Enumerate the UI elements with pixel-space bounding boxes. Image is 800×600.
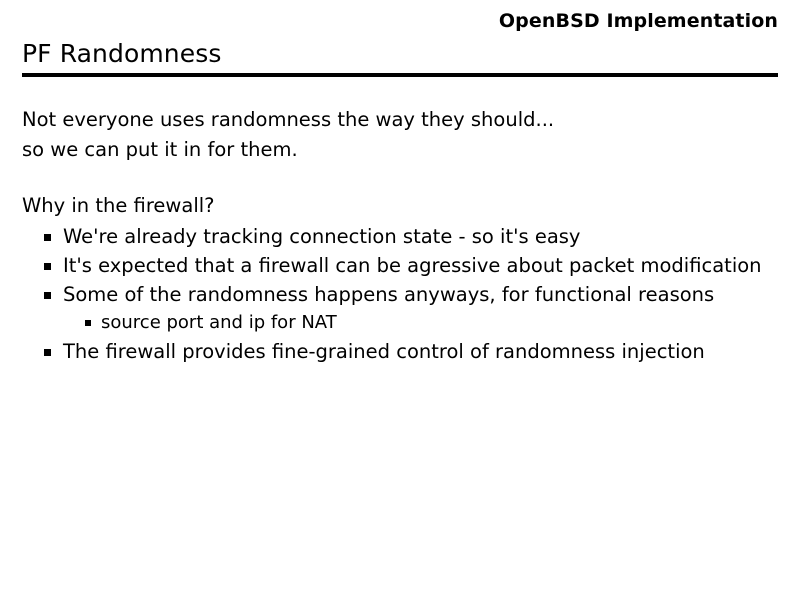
list-item bbox=[44, 252, 778, 280]
question-line: Why in the firewall? bbox=[22, 194, 215, 217]
square-bullet-icon bbox=[44, 234, 51, 241]
square-bullet-icon bbox=[44, 292, 51, 299]
square-bullet-icon bbox=[85, 320, 91, 326]
sub-list-item bbox=[85, 309, 778, 337]
list-item-label: It's expected that a firewall can be agressive about packet modification bbox=[63, 254, 762, 277]
list-item-label: The firewall provides fine-grained control of randomness injection bbox=[63, 340, 705, 363]
list-item-label: Some of the randomness happens anyways, for functional reasons bbox=[63, 283, 715, 306]
body-spacer bbox=[22, 165, 778, 189]
list-item bbox=[44, 281, 778, 337]
slide-header-subtitle: OpenBSD Implementation bbox=[498, 10, 778, 32]
square-bullet-icon bbox=[44, 263, 51, 270]
slide-body bbox=[22, 105, 778, 367]
title-divider bbox=[22, 73, 778, 77]
list-item bbox=[44, 223, 778, 251]
page-title: PF Randomness bbox=[22, 39, 222, 68]
intro-line-1: Not everyone uses randomness the way they should... bbox=[22, 108, 555, 131]
list-item bbox=[44, 338, 778, 366]
square-bullet-icon bbox=[44, 349, 51, 356]
bullet-list bbox=[22, 223, 778, 366]
sub-list-item-label: source port and ip for NAT bbox=[101, 312, 337, 333]
list-item-label: We're already tracking connection state - so it's easy bbox=[63, 225, 581, 248]
intro-line-2: so we can put it in for them. bbox=[22, 138, 298, 161]
sub-bullet-list bbox=[63, 309, 778, 337]
